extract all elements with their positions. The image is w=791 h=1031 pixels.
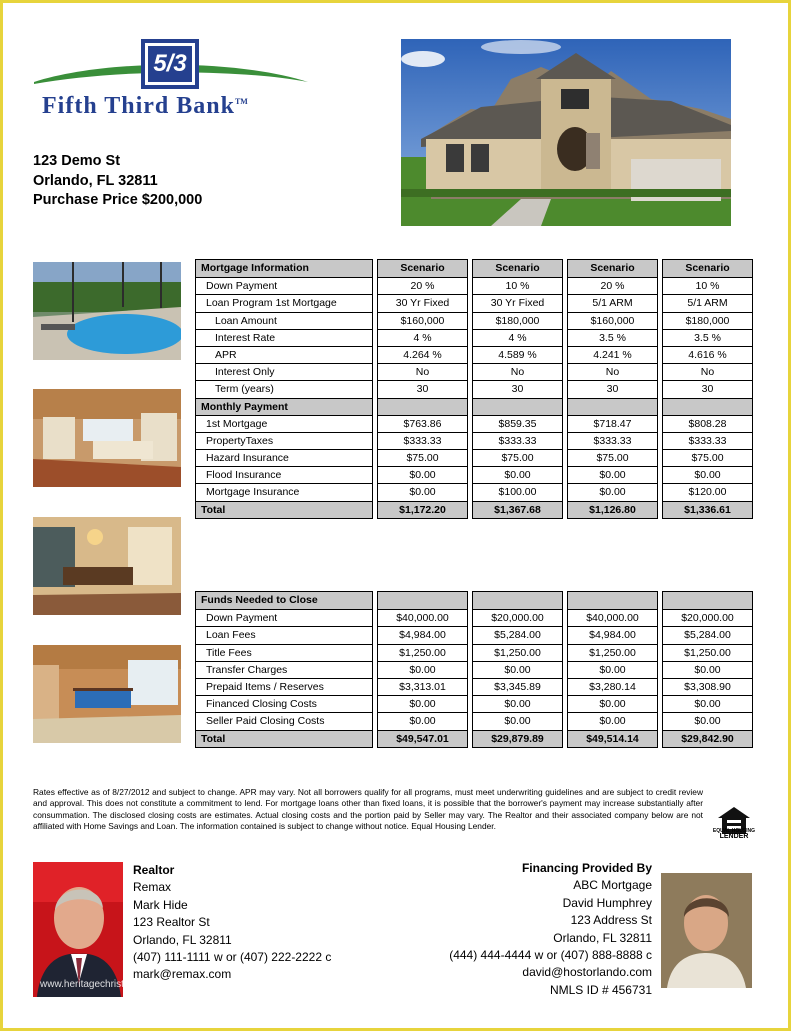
- value-cell: $4,984.00: [378, 626, 467, 643]
- header-cell: $29,842.90: [663, 730, 752, 747]
- value-cell: 30 Yr Fixed: [378, 294, 467, 311]
- realtor-heading: Realtor: [133, 863, 175, 877]
- value-cell: 4.241 %: [568, 346, 657, 363]
- lender-heading: Financing Provided By: [521, 861, 652, 875]
- value-cell: $718.47: [568, 415, 657, 432]
- row-label: Loan Fees: [196, 626, 372, 643]
- header-cell: [663, 398, 752, 415]
- value-cell: 10 %: [663, 277, 752, 294]
- scenario-column: [472, 259, 563, 519]
- value-cell: $160,000: [378, 312, 467, 329]
- value-cell: $5,284.00: [663, 626, 752, 643]
- header-cell: Scenario: [473, 260, 562, 277]
- value-cell: $1,250.00: [473, 644, 562, 661]
- logo-mark: 5/3: [153, 50, 187, 77]
- value-cell: $3,313.01: [378, 678, 467, 695]
- lender-phone: (444) 444-4444 w or (407) 888-8888 c: [449, 948, 652, 963]
- value-cell: $180,000: [663, 312, 752, 329]
- row-label: Loan Program 1st Mortgage: [196, 294, 372, 311]
- equal-housing-label: [712, 828, 756, 840]
- realtor-city: Orlando, FL 32811: [133, 932, 232, 947]
- house-photo: [401, 39, 731, 226]
- section-header: Funds Needed to Close: [196, 592, 372, 609]
- value-cell: 4.589 %: [473, 346, 562, 363]
- watermark-text: www.heritagechristiancollege.com: [40, 979, 191, 990]
- value-cell: 30 Yr Fixed: [473, 294, 562, 311]
- scenario-column: [662, 259, 753, 519]
- kitchen-photo: [33, 389, 181, 487]
- pool-photo: [33, 262, 181, 360]
- row-label: Mortgage Insurance: [196, 483, 372, 500]
- realtor-name: Mark Hide: [133, 897, 188, 912]
- value-cell: $333.33: [378, 432, 467, 449]
- value-cell: $808.28: [663, 415, 752, 432]
- value-cell: $333.33: [473, 432, 562, 449]
- value-cell: $0.00: [378, 695, 467, 712]
- row-label-column: [195, 591, 373, 748]
- value-cell: $1,250.00: [663, 644, 752, 661]
- purchase-price: Purchase Price $200,000: [33, 192, 203, 208]
- row-label: PropertyTaxes: [196, 432, 372, 449]
- realtor-company: Remax: [133, 880, 172, 895]
- value-cell: 3.5 %: [568, 329, 657, 346]
- row-label: APR: [196, 346, 372, 363]
- realtor-photo: [33, 862, 123, 997]
- property-address: [33, 152, 202, 211]
- dining-photo: [33, 517, 181, 615]
- value-cell: $0.00: [473, 695, 562, 712]
- value-cell: 30: [473, 380, 562, 397]
- bank-name-text: Fifth Third Bank: [42, 93, 235, 119]
- value-cell: 3.5 %: [663, 329, 752, 346]
- header-cell: Scenario: [663, 260, 752, 277]
- value-cell: 20 %: [378, 277, 467, 294]
- header-cell: [663, 592, 752, 609]
- bank-name: Fifth Third Bank™: [42, 93, 248, 119]
- header-cell: $1,367.68: [473, 501, 562, 518]
- value-cell: $100.00: [473, 483, 562, 500]
- value-cell: No: [473, 363, 562, 380]
- scenario-column: [567, 259, 658, 519]
- disclaimer-text: Rates effective as of 8/27/2012 and subject to change. APR may vary. Not all borrowers qualify for all programs, must meet underwriting guidelines and are subject to credit review and approval. This does not constitute a commitment to lend. For mortgage loans other than fixed loans, it is possible that the borrower's payment may increase substantially after consummation. The disclosed closing costs are estimates. Actual closing costs and the portion paid by Seller may vary. The Realtor and their associated company below are not affiliated with Home Savings and Loan. The information contained is subject to change without notice. Equal Housing Lender.: [33, 787, 703, 832]
- value-cell: 4 %: [473, 329, 562, 346]
- value-cell: $763.86: [378, 415, 467, 432]
- value-cell: 20 %: [568, 277, 657, 294]
- lender-company: ABC Mortgage: [573, 878, 652, 893]
- value-cell: No: [663, 363, 752, 380]
- value-cell: 30: [378, 380, 467, 397]
- header-cell: $1,172.20: [378, 501, 467, 518]
- header-cell: [378, 398, 467, 415]
- row-label: Financed Closing Costs: [196, 695, 372, 712]
- scenario-column: [377, 591, 468, 748]
- lender-city: Orlando, FL 32811: [553, 930, 652, 945]
- value-cell: $0.00: [473, 712, 562, 729]
- value-cell: $0.00: [568, 695, 657, 712]
- row-label: Down Payment: [196, 277, 372, 294]
- lender-email[interactable]: david@hostorlando.com: [522, 965, 652, 980]
- value-cell: $75.00: [378, 449, 467, 466]
- lender-name: David Humphrey: [562, 895, 652, 910]
- scenario-column: [377, 259, 468, 519]
- value-cell: $0.00: [663, 695, 752, 712]
- lender-street: 123 Address St: [570, 913, 652, 928]
- equal-housing-line1: EQUAL HOUSING: [712, 828, 756, 834]
- value-cell: $75.00: [568, 449, 657, 466]
- value-cell: No: [568, 363, 657, 380]
- value-cell: 10 %: [473, 277, 562, 294]
- section-header: Total: [196, 501, 372, 518]
- value-cell: 4.616 %: [663, 346, 752, 363]
- header-cell: $49,547.01: [378, 730, 467, 747]
- value-cell: $3,345.89: [473, 678, 562, 695]
- value-cell: $333.33: [663, 432, 752, 449]
- row-label: Seller Paid Closing Costs: [196, 712, 372, 729]
- row-label: 1st Mortgage: [196, 415, 372, 432]
- header-cell: [378, 592, 467, 609]
- row-label: Loan Amount: [196, 312, 372, 329]
- value-cell: $75.00: [663, 449, 752, 466]
- value-cell: 30: [568, 380, 657, 397]
- realtor-street: 123 Realtor St: [133, 915, 210, 930]
- value-cell: No: [378, 363, 467, 380]
- value-cell: $0.00: [473, 661, 562, 678]
- value-cell: 30: [663, 380, 752, 397]
- lender-photo: [661, 873, 752, 988]
- value-cell: $0.00: [568, 712, 657, 729]
- header-cell: $29,879.89: [473, 730, 562, 747]
- value-cell: $0.00: [568, 483, 657, 500]
- value-cell: $0.00: [568, 466, 657, 483]
- value-cell: $75.00: [473, 449, 562, 466]
- scenario-column: [662, 591, 753, 748]
- header-cell: [568, 398, 657, 415]
- property-city: Orlando, FL 32811: [33, 172, 158, 189]
- lender-contact: [449, 860, 652, 999]
- header-cell: Scenario: [378, 260, 467, 277]
- row-label: Interest Only: [196, 363, 372, 380]
- value-cell: $0.00: [378, 483, 467, 500]
- property-street: 123 Demo St: [33, 153, 121, 169]
- value-cell: $333.33: [568, 432, 657, 449]
- value-cell: $3,280.14: [568, 678, 657, 695]
- value-cell: $20,000.00: [663, 609, 752, 626]
- value-cell: $0.00: [568, 661, 657, 678]
- row-label: Prepaid Items / Reserves: [196, 678, 372, 695]
- value-cell: $0.00: [378, 661, 467, 678]
- header-cell: [473, 592, 562, 609]
- header-cell: $1,336.61: [663, 501, 752, 518]
- value-cell: $859.35: [473, 415, 562, 432]
- value-cell: $5,284.00: [473, 626, 562, 643]
- row-label: Flood Insurance: [196, 466, 372, 483]
- value-cell: $20,000.00: [473, 609, 562, 626]
- value-cell: $120.00: [663, 483, 752, 500]
- value-cell: 5/1 ARM: [663, 294, 752, 311]
- equal-housing-line2: LENDER: [719, 833, 749, 840]
- header-cell: [568, 592, 657, 609]
- value-cell: $0.00: [663, 712, 752, 729]
- value-cell: $4,984.00: [568, 626, 657, 643]
- section-header: Monthly Payment: [196, 398, 372, 415]
- realtor-email[interactable]: mark@remax.com: [133, 967, 232, 982]
- header-cell: $1,126.80: [568, 501, 657, 518]
- value-cell: $1,250.00: [378, 644, 467, 661]
- value-cell: $0.00: [663, 466, 752, 483]
- value-cell: $180,000: [473, 312, 562, 329]
- section-header: Mortgage Information: [196, 260, 372, 277]
- row-label: Hazard Insurance: [196, 449, 372, 466]
- row-label: Term (years): [196, 380, 372, 397]
- realtor-phone: (407) 111-1111 w or (407) 222-2222 c: [133, 950, 332, 965]
- section-header: Total: [196, 730, 372, 747]
- realtor-contact: [133, 862, 331, 984]
- value-cell: 4.264 %: [378, 346, 467, 363]
- header-cell: $49,514.14: [568, 730, 657, 747]
- value-cell: $40,000.00: [568, 609, 657, 626]
- value-cell: $0.00: [378, 712, 467, 729]
- scenario-column: [472, 591, 563, 748]
- value-cell: 4 %: [378, 329, 467, 346]
- row-label-column: [195, 259, 373, 519]
- value-cell: $0.00: [663, 661, 752, 678]
- row-label: Down Payment: [196, 609, 372, 626]
- value-cell: 5/1 ARM: [568, 294, 657, 311]
- header-cell: [473, 398, 562, 415]
- scenario-column: [567, 591, 658, 748]
- value-cell: $40,000.00: [378, 609, 467, 626]
- value-cell: $0.00: [473, 466, 562, 483]
- lender-nmls: NMLS ID # 456731: [549, 982, 652, 997]
- row-label: Title Fees: [196, 644, 372, 661]
- value-cell: $3,308.90: [663, 678, 752, 695]
- header-cell: Scenario: [568, 260, 657, 277]
- row-label: Interest Rate: [196, 329, 372, 346]
- value-cell: $160,000: [568, 312, 657, 329]
- value-cell: $0.00: [378, 466, 467, 483]
- billiards-photo: [33, 645, 181, 743]
- row-label: Transfer Charges: [196, 661, 372, 678]
- value-cell: $1,250.00: [568, 644, 657, 661]
